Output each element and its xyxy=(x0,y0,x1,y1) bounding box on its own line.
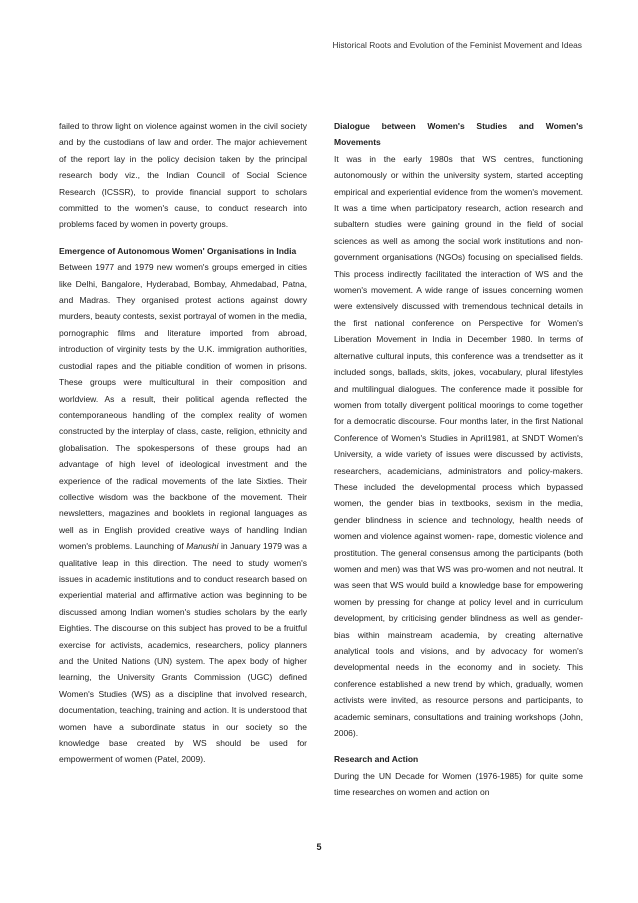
section-heading-emergence: Emergence of Autonomous Women' Organisations in India xyxy=(59,245,297,256)
running-head: Historical Roots and Evolution of the Feminist Movement and Ideas xyxy=(332,40,582,50)
emergence-text-part1: Between 1977 and 1979 new women's groups emerged in cities like Delhi, Bangalore, Hyderabad, Bombay, Ahmedabad, Patna, and Madras. They organised protest actions against dowry murders, beauty contests, sexist portrayal of women in the media, pornographic films and literature imported from abroad, introduction of virginity tests by the U.K. immigration authorities, custodial rapes and the pitiable condition of women in prisons. These groups were multicultural in their composition and worldview. As a result, their political agenda reflected the contemporaneous handling of the complex reality of women constructed by the interplay of class, caste, religion, ethnicity and globalisation. The spokespersons of these groups had an advantage of high level of ideological investment and the experience of the radical movements of the late Sixties. Their collective wisdom was the backbone of the movement. Their newsletters, magazines and booklets in regional languages as well as in English provided creative ways of handling Indian women's problems. Launching of xyxy=(59,262,307,552)
section-heading-dialogue: Dialogue between Women's Studies and Women's Movements xyxy=(334,121,583,148)
page-number: 5 xyxy=(316,842,322,852)
research-paragraph: During the UN Decade for Women (1976-1985) for quite some time researches on women and action on xyxy=(334,770,583,798)
paragraph-gap xyxy=(59,233,307,243)
left-column xyxy=(59,118,307,768)
emergence-text-part2: in January 1979 was a qualitative leap in this direction. The need to study women's issues in academic institutions and to conduct research based on experiential material and affirmative action was beginning to be discussed among Indian women's studies scholars by the early Eighties. The discourse on this subject has proved to be a fruitful exercise for activists, academics, researchers, policy planners and the United Nations (UN) system. The apex body of higher learning, the University Grants Commission (UGC) defined Women's Studies (WS) as a discipline that involved research, documentation, teaching, training and action. It is understood that women have a subordinate status in our society so the knowledge base created by WS should be used for empowerment of women (Patel, 2009). xyxy=(59,541,307,765)
paragraph-gap xyxy=(334,741,583,751)
manushi-title: Manushi xyxy=(186,541,219,552)
right-column xyxy=(334,118,583,801)
section-heading-research: Research and Action xyxy=(334,754,419,765)
dialogue-paragraph: It was in the early 1980s that WS centres, functioning autonomously or within the university system, started accepting empirical and experiential evidence from the women's movement. It was a time when participatory research, action research and subaltern studies were gaining ground in the field of social sciences as well as among the social work institutions and non-government organisations (NGOs) focusing on specialised fields. This process indirectly facilitated the interaction of WS and the women's movement. A wide range of issues concerning women were extensively discussed with tremendous technical details in the first national conference on Perspective for Women's Liberation Movement in India in December 1980. In terms of alternative cultural inputs, this conference was a trendsetter as it included songs, ballads, skits, jokes, vocabulary, plural lifestyles and multilingual dialogues. The conference made it possible for women from totally divergent political moorings to come together for a democratic discourse. Four months later, in the first National Conference of Women's Studies in April1981, at SNDT Women's University, a wide variety of issues were discussed by activists, researchers, academicians, administrators and policy-makers. These included the developmental process which bypassed women, the gender bias in textbooks, sexism in the media, gender blindness in science and technology, health needs of women and violence against women- rape, domestic violence and prostitution. The general consensus among the participants (both women and men) was that WS was pro-women and not neutral. It was seen that WS would build a knowledge base for empowering women by pressing for change at policy level and in curriculum development, by criticising gender blindness as well as gender-bias within mainstream academia, by creating alternative analytical tools and visions, and by advocacy for women's developmental needs in the economy and in society. This conference established a new trend by which, gradually, women activists were invited, as resource persons and participants, to academic seminars, consultations and training workshops (John, 2006). xyxy=(334,153,583,739)
intro-paragraph: failed to throw light on violence against women in the civil society and by the custodians of law and order. The major achievement of the report lay in the policy decision taken by the principal research body viz., the Indian Council of Social Science Research (ICSSR), to provide financial support to scholars committed to the women's cause, to conduct research into problems faced by women in poverty groups. xyxy=(59,121,307,230)
emergence-paragraph xyxy=(59,259,307,768)
